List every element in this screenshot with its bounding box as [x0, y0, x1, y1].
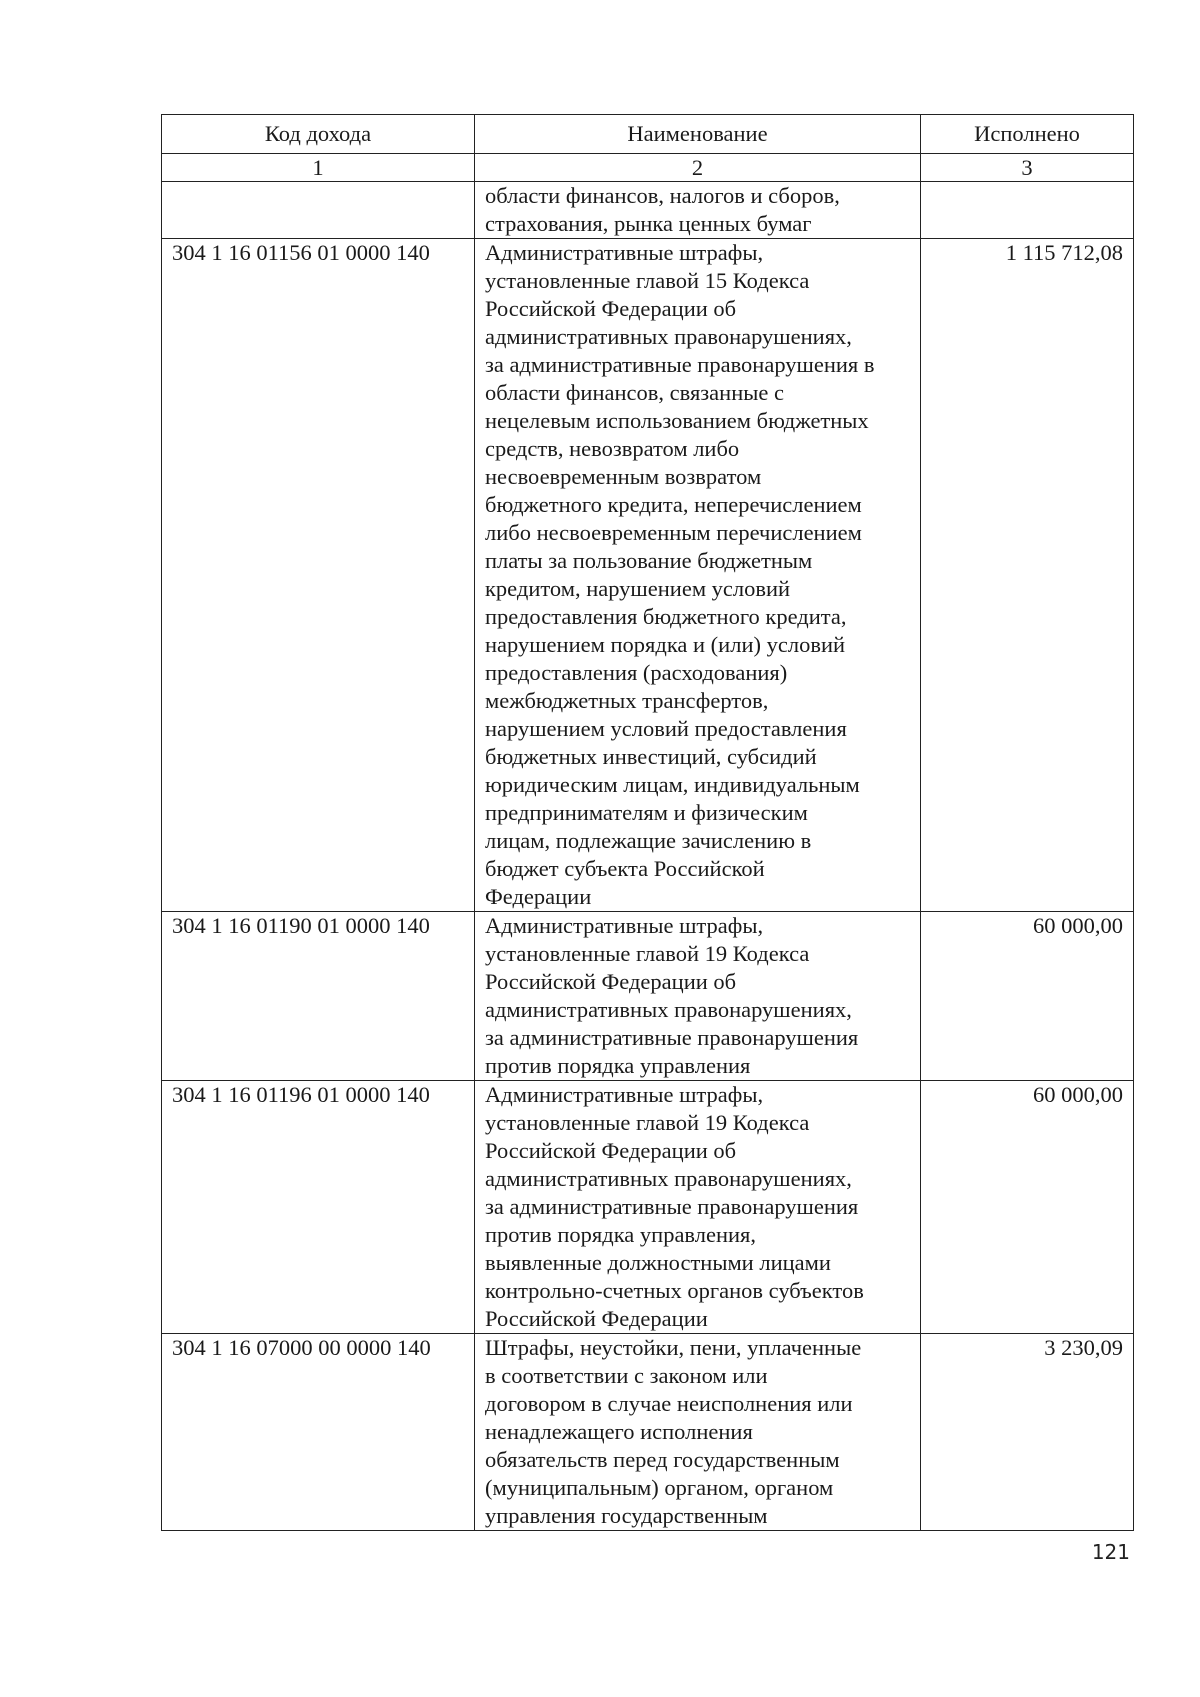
- name-line: Российской Федерации об: [485, 296, 737, 321]
- name-cell: [475, 182, 921, 239]
- income-code-cell: 304 1 16 07000 00 0000 140: [162, 1334, 475, 1531]
- name-line: средств, невозвратом либо: [485, 436, 740, 461]
- name-line: области финансов, налогов и сборов,: [485, 183, 840, 208]
- table-row: [162, 912, 1134, 1081]
- table-row: [162, 1334, 1134, 1531]
- header-row: [162, 115, 1134, 154]
- name-line: бюджетного кредита, неперечислением: [485, 492, 862, 517]
- table-row: [162, 182, 1134, 239]
- name-line: Российской Федерации об: [485, 969, 737, 994]
- header-executed: Исполнено: [921, 115, 1134, 154]
- name-line: административных правонарушениях,: [485, 997, 852, 1022]
- executed-amount-cell: [921, 182, 1134, 239]
- name-line: бюджет субъекта Российской: [485, 856, 765, 881]
- name-line: выявленные должностными лицами: [485, 1250, 831, 1275]
- name-line: административных правонарушениях,: [485, 324, 852, 349]
- name-line: несвоевременным возвратом: [485, 464, 762, 489]
- table-row: [162, 1081, 1134, 1334]
- table-header: [162, 115, 1134, 182]
- name-line: ненадлежащего исполнения: [485, 1419, 753, 1444]
- name-line: за административные правонарушения в: [485, 352, 875, 377]
- name-line: административных правонарушениях,: [485, 1166, 852, 1191]
- name-line: нарушением порядка и (или) условий: [485, 632, 846, 657]
- name-cell: [475, 1081, 921, 1334]
- name-line: Российской Федерации об: [485, 1138, 737, 1163]
- name-line: предоставления (расходования): [485, 660, 788, 685]
- name-cell: [475, 1334, 921, 1531]
- name-line: за административные правонарушения: [485, 1025, 859, 1050]
- name-cell: [475, 912, 921, 1081]
- name-line: за административные правонарушения: [485, 1194, 859, 1219]
- revenue-table: [161, 114, 1134, 1531]
- name-line: против порядка управления: [485, 1053, 751, 1078]
- column-number-row: [162, 154, 1134, 182]
- name-line: в соответствии с законом или: [485, 1363, 768, 1388]
- name-line: нецелевым использованием бюджетных: [485, 408, 869, 433]
- name-line: страхования, рынка ценных бумаг: [485, 211, 812, 236]
- name-line: предоставления бюджетного кредита,: [485, 604, 847, 629]
- name-line: либо несвоевременным перечислением: [485, 520, 862, 545]
- column-number-3: 3: [921, 154, 1134, 182]
- name-line: Административные штрафы,: [485, 913, 764, 938]
- name-line: против порядка управления,: [485, 1222, 757, 1247]
- name-line: Административные штрафы,: [485, 240, 764, 265]
- column-number-1: 1: [162, 154, 475, 182]
- table-row: [162, 239, 1134, 912]
- name-line: договором в случае неисполнения или: [485, 1391, 853, 1416]
- page-number: 121: [1091, 1540, 1130, 1564]
- executed-amount-cell: 3 230,09: [921, 1334, 1134, 1531]
- name-line: бюджетных инвестиций, субсидий: [485, 744, 817, 769]
- income-code-cell: [162, 182, 475, 239]
- name-line: установленные главой 19 Кодекса: [485, 941, 810, 966]
- name-line: Штрафы, неустойки, пени, уплаченные: [485, 1335, 862, 1360]
- income-code-cell: 304 1 16 01190 01 0000 140: [162, 912, 475, 1081]
- executed-amount-cell: 60 000,00: [921, 1081, 1134, 1334]
- header-income-code: Код дохода: [162, 115, 475, 154]
- table-body: [162, 182, 1134, 1531]
- name-line: области финансов, связанные с: [485, 380, 784, 405]
- name-line: предпринимателям и физическим: [485, 800, 808, 825]
- name-line: юридическим лицам, индивидуальным: [485, 772, 860, 797]
- name-line: (муниципальным) органом, органом: [485, 1475, 834, 1500]
- name-line: контрольно-счетных органов субъектов: [485, 1278, 864, 1303]
- name-line: установленные главой 19 Кодекса: [485, 1110, 810, 1135]
- name-line: обязательств перед государственным: [485, 1447, 840, 1472]
- name-line: межбюджетных трансфертов,: [485, 688, 769, 713]
- executed-amount-cell: 1 115 712,08: [921, 239, 1134, 912]
- header-name: Наименование: [475, 115, 921, 154]
- name-line: управления государственным: [485, 1503, 768, 1528]
- income-code-cell: 304 1 16 01156 01 0000 140: [162, 239, 475, 912]
- name-cell: [475, 239, 921, 912]
- name-line: платы за пользование бюджетным: [485, 548, 813, 573]
- income-code-cell: 304 1 16 01196 01 0000 140: [162, 1081, 475, 1334]
- name-line: Российской Федерации: [485, 1306, 708, 1331]
- executed-amount-cell: 60 000,00: [921, 912, 1134, 1081]
- column-number-2: 2: [475, 154, 921, 182]
- name-line: установленные главой 15 Кодекса: [485, 268, 810, 293]
- name-line: нарушением условий предоставления: [485, 716, 847, 741]
- name-line: Федерации: [485, 884, 592, 909]
- name-line: Административные штрафы,: [485, 1082, 764, 1107]
- name-line: лицам, подлежащие зачислению в: [485, 828, 812, 853]
- name-line: кредитом, нарушением условий: [485, 576, 791, 601]
